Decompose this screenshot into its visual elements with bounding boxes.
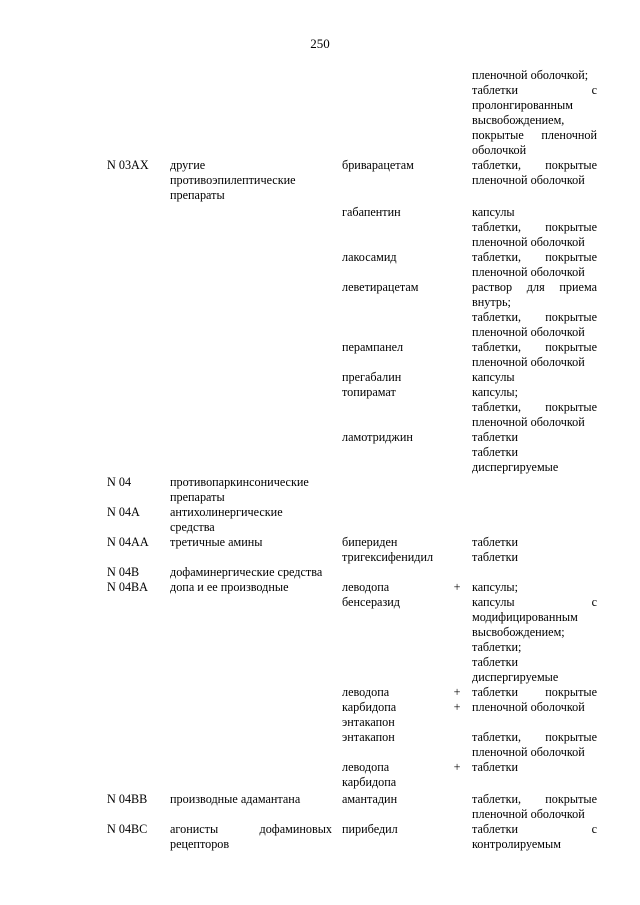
atc-code: N 04A: [107, 505, 140, 519]
drug-name: перампанел: [342, 340, 404, 354]
dosage-form-line: капсулы: [472, 205, 515, 219]
atc-code: N 03AX: [107, 158, 149, 172]
dosage-form-line: таблетки: [472, 430, 519, 444]
dosage-form-line: таблетки, покрытые: [472, 340, 597, 354]
dosage-form-line: таблетки, покрытые: [472, 310, 597, 324]
drug-name: леводопа: [342, 760, 390, 774]
dosage-form-line: таблетки, покрытые: [472, 220, 597, 234]
group-name-line: агонисты дофаминовых: [170, 822, 332, 836]
dosage-form-line: пленочной оболочкой: [472, 173, 585, 187]
dosage-form-line: диспергируемые: [472, 670, 559, 684]
dosage-form-line: высвобождением;: [472, 625, 565, 639]
drug-name: леветирацетам: [342, 280, 419, 294]
drug-name: карбидопа: [342, 775, 397, 789]
atc-code: N 04BA: [107, 580, 148, 594]
drug-name: пирибедил: [342, 822, 398, 836]
drug-name: бенсеразид: [342, 595, 400, 609]
drug-name: энтакапон: [342, 715, 395, 729]
dosage-form-line: таблетки, покрытые: [472, 250, 597, 264]
combination-plus-sign: +: [453, 760, 461, 774]
drug-name: тригексифенидил: [342, 550, 434, 564]
dosage-form-line: покрытые пленочной: [472, 128, 597, 142]
atc-code: N 04BB: [107, 792, 148, 806]
dosage-form-line: таблетки: [472, 445, 519, 459]
dosage-form-line: капсулы с: [472, 595, 597, 609]
atc-code: N 04: [107, 475, 132, 489]
dosage-form-line: пленочной оболочкой: [472, 235, 585, 249]
group-name-line: рецепторов: [170, 837, 230, 851]
drug-name: прегабалин: [342, 370, 402, 384]
dosage-form-line: пролонгированным: [472, 98, 573, 112]
dosage-form-line: капсулы: [472, 370, 515, 384]
dosage-form-line: капсулы;: [472, 385, 518, 399]
drug-name: бриварацетам: [342, 158, 414, 172]
group-name-line: производные адамантана: [170, 792, 301, 806]
dosage-form-line: таблетки;: [472, 640, 522, 654]
dosage-form-line: раствор для приема: [472, 280, 597, 294]
page-number: 250: [310, 36, 330, 51]
dosage-form-line: пленочной оболочкой: [472, 745, 585, 759]
combination-plus-sign: +: [453, 700, 461, 714]
dosage-form-line: таблетки с: [472, 822, 597, 836]
dosage-form-line: модифицированным: [472, 610, 578, 624]
dosage-form-line: таблетки: [472, 535, 519, 549]
drug-name: топирамат: [342, 385, 396, 399]
dosage-form-line: таблетки: [472, 550, 519, 564]
dosage-form-line: внутрь;: [472, 295, 511, 309]
group-name-line: препараты: [170, 188, 225, 202]
drug-name: карбидопа: [342, 700, 397, 714]
dosage-form-line: таблетки: [472, 655, 519, 669]
dosage-form-line: пленочной оболочкой: [472, 325, 585, 339]
group-name-line: препараты: [170, 490, 225, 504]
group-name-line: допа и ее производные: [170, 580, 289, 594]
group-name-line: противопаркинсонические: [170, 475, 309, 489]
atc-code: N 04B: [107, 565, 140, 579]
drug-name: лакосамид: [342, 250, 397, 264]
dosage-form-line: таблетки с: [472, 83, 597, 97]
dosage-form-line: пленочной оболочкой: [472, 355, 585, 369]
dosage-form-line: пленочной оболочкой: [472, 265, 585, 279]
drug-name: леводопа: [342, 580, 390, 594]
dosage-form-line: таблетки покрытые: [472, 685, 597, 699]
dosage-form-line: пленочной оболочкой: [472, 807, 585, 821]
drug-name: габапентин: [342, 205, 401, 219]
dosage-form-line: таблетки, покрытые: [472, 792, 597, 806]
group-name-line: третичные амины: [170, 535, 263, 549]
atc-code: N 04AA: [107, 535, 149, 549]
drug-name: бипериден: [342, 535, 398, 549]
drug-name: леводопа: [342, 685, 390, 699]
dosage-form-line: оболочкой: [472, 143, 527, 157]
dosage-form-line: таблетки, покрытые: [472, 158, 597, 172]
dosage-form-line: контролируемым: [472, 837, 561, 851]
dosage-form-line: таблетки: [472, 760, 519, 774]
group-name-line: средства: [170, 520, 215, 534]
dosage-form-line: пленочной оболочкой: [472, 415, 585, 429]
atc-code: N 04BC: [107, 822, 148, 836]
dosage-form-line: таблетки, покрытые: [472, 400, 597, 414]
dosage-form-line: пленочной оболочкой;: [472, 68, 589, 82]
drug-name: амантадин: [342, 792, 398, 806]
combination-plus-sign: +: [453, 580, 461, 594]
dosage-form-line: диспергируемые: [472, 460, 559, 474]
drug-name: ламотриджин: [342, 430, 413, 444]
group-name-line: антихолинергические: [170, 505, 283, 519]
drug-name: энтакапон: [342, 730, 395, 744]
dosage-form-line: высвобождением,: [472, 113, 565, 127]
dosage-form-line: капсулы;: [472, 580, 518, 594]
dosage-form-line: пленочной оболочкой: [472, 700, 585, 714]
group-name-line: противоэпилептические: [170, 173, 296, 187]
group-name-line: дофаминергические средства: [170, 565, 323, 579]
dosage-form-line: таблетки, покрытые: [472, 730, 597, 744]
group-name-line: другие: [170, 158, 206, 172]
combination-plus-sign: +: [453, 685, 461, 699]
